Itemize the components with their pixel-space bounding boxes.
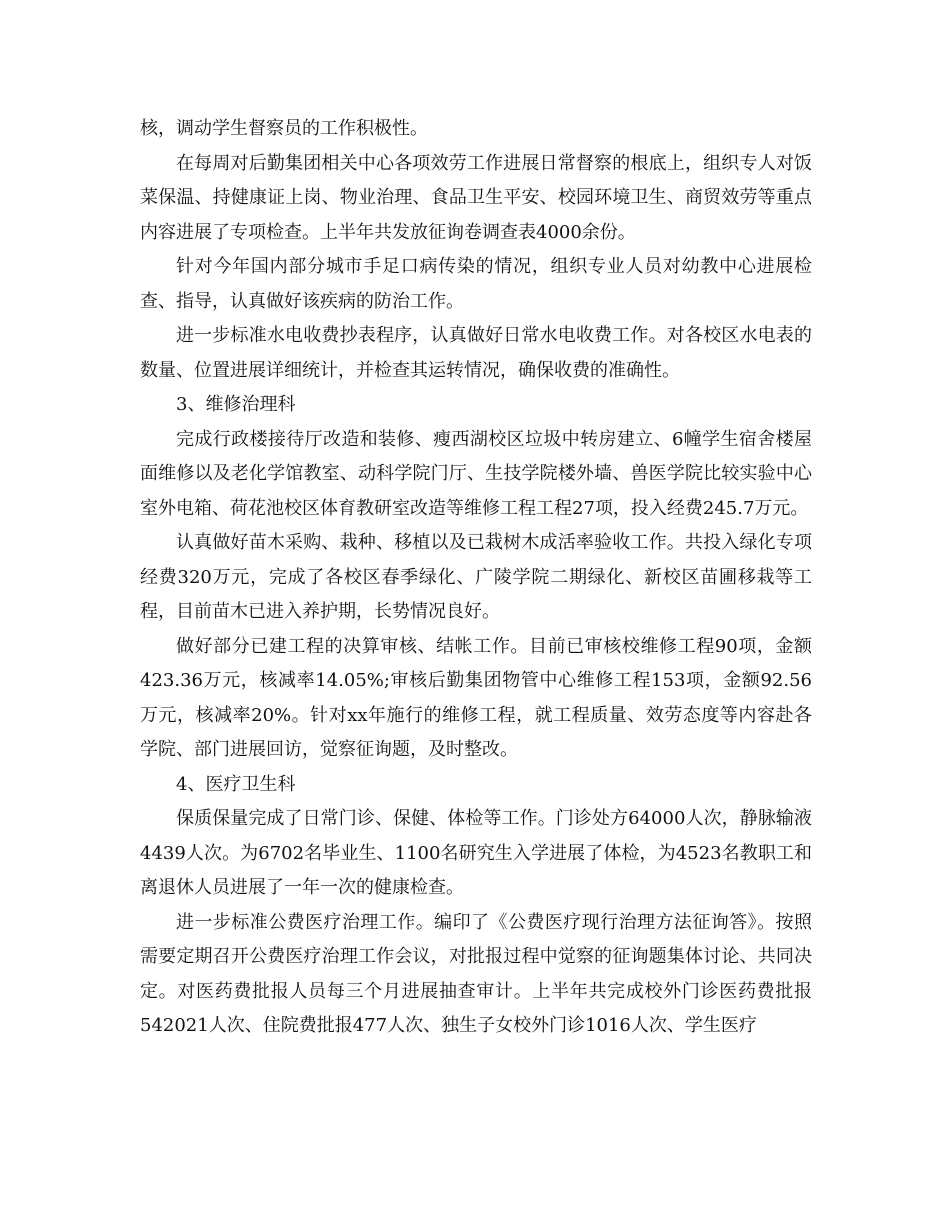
- paragraph-utilities: 进一步标准水电收费抄表程序，认真做好日常水电收费工作。对各校区水电表的数量、位置进展详细统计，并检查其运转情况，确保收费的准确性。: [140, 325, 812, 381]
- section-heading-maintenance: 3、维修治理科: [176, 394, 296, 415]
- paragraph-renovation: 完成行政楼接待厅改造和装修、瘦西湖校区垃圾中转房建立、6幢学生宿舍楼屋面维修以及老化学馆教室、动科学院门厅、生技学院楼外墙、兽医学院比较实验中心室外电箱、荷花池校区体育教研室改造等维修工程工程27项，投入经费245.7万元。: [140, 428, 812, 519]
- paragraph-public-medical: 进一步标准公费医疗治理工作。编印了《公费医疗现行治理方法征询答》。按照需要定期召开公费医疗治理工作会议，对批报过程中觉察的征询题集体讨论、共同决定。对医药费批报人员每三个月进展抽查审计。上半年共完成校外门诊医药费批报542021人次、住院费批报477人次、独生子女校外门诊1016人次、学生医疗: [140, 911, 812, 1036]
- continuation-paragraph: 核，调动学生督察员的工作积极性。: [140, 118, 428, 139]
- paragraph-greening: 认真做好苗木采购、栽种、移植以及已栽树木成活率验收工作。共投入绿化专项经费320万元，完成了各校区春季绿化、广陵学院二期绿化、新校区苗圃移栽等工程，目前苗木已进入养护期，长势情况良好。: [140, 532, 812, 622]
- section-heading-medical: 4、医疗卫生科: [176, 773, 296, 795]
- paragraph-clinic: 保质保量完成了日常门诊、保健、体检等工作。门诊处方64000人次，静脉输液4439人次。为6702名毕业生、1100名研究生入学进展了体检，为4523名教职工和离退休人员进展了一年一次的健康检查。: [140, 808, 812, 898]
- paragraph-inspection: 在每周对后勤集团相关中心各项效劳工作进展日常督察的根底上，组织专人对饭菜保温、持健康证上岗、物业治理、食品卫生平安、校园环境卫生、商贸效劳等重点内容进展了专项检查。上半年共发放征询卷调查表4000余份。: [140, 152, 812, 243]
- paragraph-audit: 做好部分已建工程的决算审核、结帐工作。目前已审核校维修工程90项，金额423.36万元，核减率14.05%;审核后勤集团物管中心维修工程153项，金额92.56万元，核减率20%。针对xx年施行的维修工程，就工程质量、效劳态度等内容赴各学院、部门进展回访，觉察征询题，及时整改。: [140, 635, 812, 760]
- document-body: [140, 112, 812, 1044]
- paragraph-hand-foot-mouth: 针对今年国内部分城市手足口病传染的情况，组织专业人员对幼教中心进展检查、指导，认真做好该疾病的防治工作。: [140, 256, 812, 312]
